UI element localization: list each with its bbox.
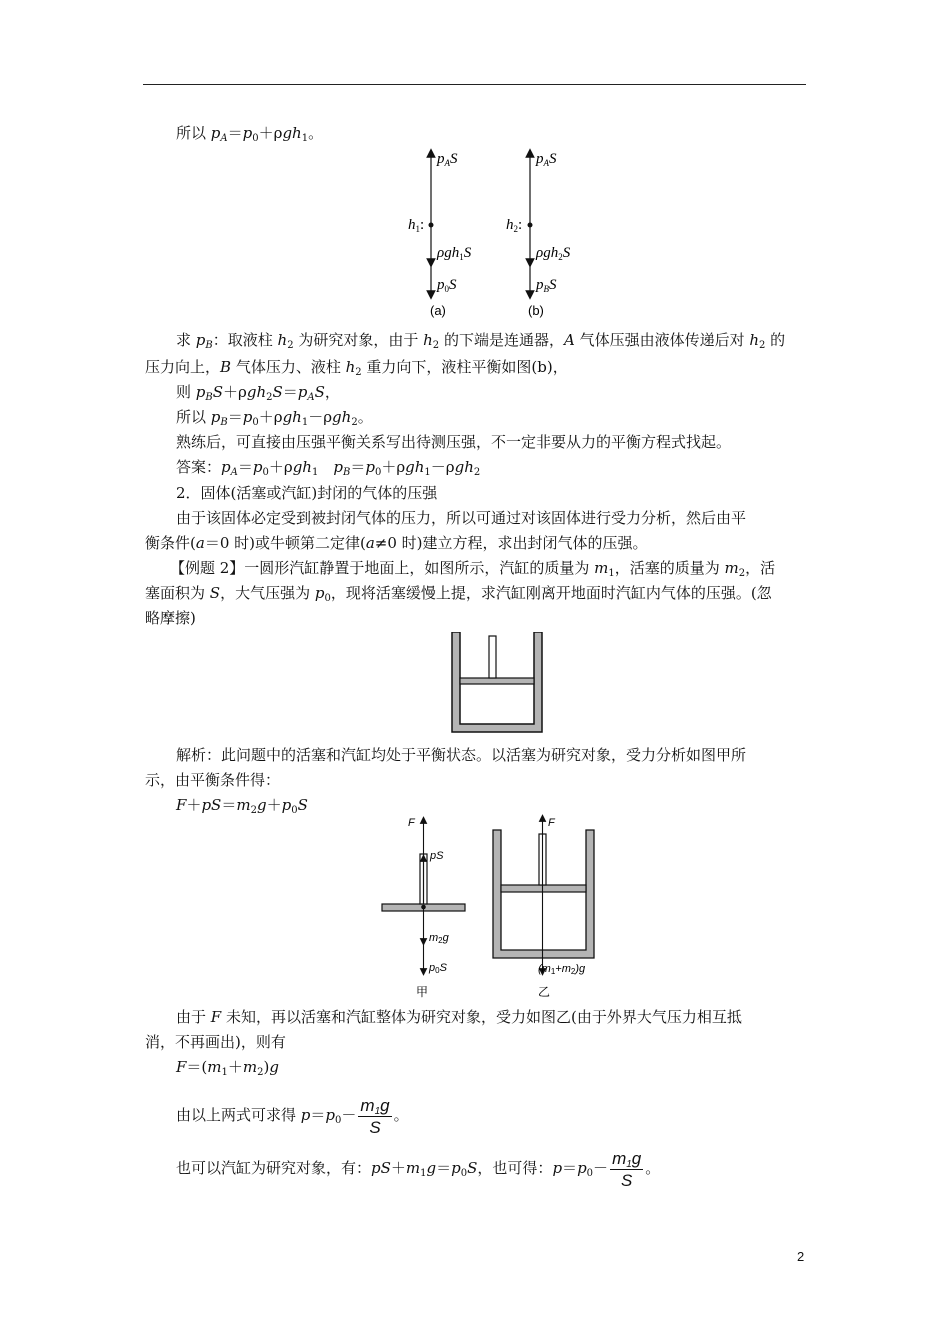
cylinder-diagram bbox=[450, 632, 546, 734]
text-line-solid-1: 由于该固体必定受到被封闭气体的压力，所以可通过对该固体进行受力分析，然后由平 bbox=[176, 509, 747, 527]
yi-piston bbox=[501, 885, 586, 892]
jia-label-m2g: m2g bbox=[429, 932, 449, 945]
label-h2: $h_2$: bbox=[506, 217, 523, 234]
equation-piston: $F+pS=m_2g+p_0S$ bbox=[176, 796, 308, 816]
text-line-pB-2: 压力向上，B 气体压力、液柱 $h_2$ 重力向下，液柱平衡如图(b)， bbox=[145, 358, 568, 378]
text-line-pA: 所以 $p_A=p_0+\rho gh_1$。 bbox=[176, 124, 324, 144]
text-line-whole-1: 由于 F 未知，再以活塞和汽缸整体为研究对象，受力如图乙(由于外界大气压力相互抵 bbox=[176, 1008, 742, 1026]
label-h1: $h_1$: bbox=[408, 217, 425, 234]
yi-caption: 乙 bbox=[538, 985, 551, 999]
page-number: 2 bbox=[797, 1249, 805, 1264]
jia-caption: 甲 bbox=[416, 985, 429, 999]
text-line-answer: 答案：$p_A=p_0+\rho gh_1$ $p_B=p_0+\rho gh_1-\rho gh_2$ bbox=[176, 458, 481, 478]
label-pAS-a: $p_AS$ bbox=[437, 151, 458, 168]
text-line-eq1: 则 $p_BS+\rho gh_2S=p_AS$， bbox=[176, 383, 340, 403]
equation-whole: $F=(m_1+m_2)g$ bbox=[176, 1058, 279, 1078]
fraction-m1g-S-2: $\frac{m_1g}{S}$ bbox=[612, 1148, 642, 1190]
example-2-line-2: 塞面积为 S，大气压强为 $p_0$，现将活塞缓慢上提，求汽缸刚离开地面时汽缸内气体的压强。(忽 bbox=[145, 584, 772, 604]
text-line-whole-2: 消，不再画出)，则有 bbox=[145, 1033, 286, 1051]
jia-label-pS: pS bbox=[430, 850, 444, 862]
point-b bbox=[528, 223, 533, 228]
label-rhogh1S: ρgh$_1$S bbox=[437, 245, 472, 262]
result-line-1: 由以上两式可求得 $p=p_0-$ $\frac{m_1g}{S}$ 。 bbox=[176, 1095, 409, 1137]
piston-rod bbox=[489, 636, 496, 678]
result-line-2: 也可以汽缸为研究对象，有：$pS+m_1g=p_0S$，也可得：$p=p_0-$ $\frac{m_1g}{S}$ 。 bbox=[176, 1148, 661, 1190]
label-rhogh2S: ρgh$_2$S bbox=[536, 245, 571, 262]
label-pAS-b: $p_AS$ bbox=[536, 151, 557, 168]
example-2-line-3: 略摩擦) bbox=[145, 609, 196, 627]
text-line-solid-2: 衡条件(a＝0 时)或牛顿第二定律(a≠0 时)建立方程，求出封闭气体的压强。 bbox=[145, 534, 648, 552]
analysis-line-1: 解析：此问题中的活塞和汽缸均处于平衡状态。以活塞为研究对象，受力分析如图甲所 bbox=[176, 746, 747, 764]
text-line-pB-1: 求 $p_B$：取液柱 $h_2$ 为研究对象，由于 $h_2$ 的下端是连通器，A 气体压强由液体传递后对 $h_2$ 的 bbox=[176, 331, 786, 351]
force-diagram-jia-yi bbox=[378, 812, 618, 1002]
point-a bbox=[429, 223, 434, 228]
text-line-eq2: 所以 $p_B=p_0+\rho gh_1-\rho gh_2$。 bbox=[176, 408, 373, 428]
force-diagram-ab bbox=[400, 145, 600, 325]
fraction-m1g-S: $\frac{m_1g}{S}$ bbox=[360, 1095, 390, 1137]
jia-label-F: F bbox=[408, 817, 415, 829]
label-p0S-a: $p_0S$ bbox=[437, 277, 457, 294]
yi-label-F: F bbox=[548, 817, 555, 829]
result-1-prefix: 由以上两式可求得 bbox=[176, 1106, 297, 1124]
caption-b: (b) bbox=[528, 303, 544, 318]
label-pBS: $p_BS$ bbox=[536, 277, 557, 294]
text-line-tip: 熟练后，可直接由压强平衡关系写出待测压强，不一定非要从力的平衡方程式找起。 bbox=[176, 433, 732, 451]
caption-a: (a) bbox=[430, 303, 446, 318]
jia-point bbox=[421, 905, 426, 910]
analysis-line-2: 示，由平衡条件得： bbox=[145, 771, 281, 789]
header-rule bbox=[143, 84, 806, 85]
example-2-line-1: 【例题 2】一圆形汽缸静置于地面上，如图所示，汽缸的质量为 $m_1$，活塞的质量为 $m_2$，活 bbox=[170, 559, 776, 579]
section-heading-2: 2．固体(活塞或汽缸)封闭的气体的压强 bbox=[176, 484, 438, 502]
jia-label-p0S: p0S bbox=[429, 962, 447, 975]
piston bbox=[460, 678, 534, 684]
yi-label-weight: (m1+m2)g bbox=[538, 963, 586, 976]
